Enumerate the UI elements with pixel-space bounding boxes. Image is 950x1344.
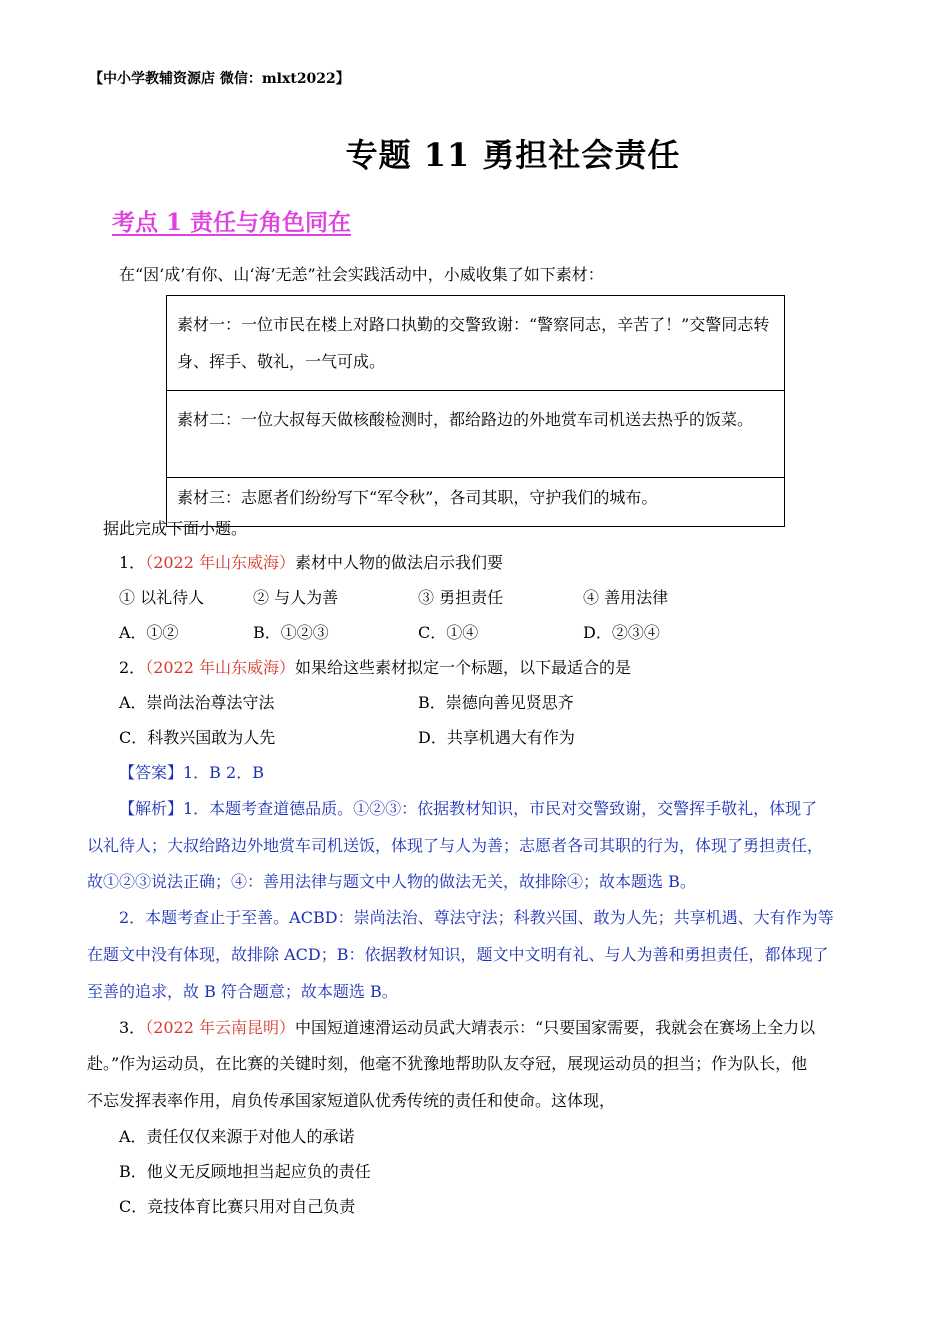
material-1: 素材一：一位市民在楼上对路口执勤的交警致谢：“警察同志，辛苦了！”交警同志转身、挥手、敬礼，一气可成。 — [167, 296, 785, 391]
q1-option-c: C．①④ — [418, 623, 479, 642]
question-source: （2022 年山东威海） — [145, 553, 295, 572]
question-3 — [119, 1018, 815, 1038]
q1-item-4: ④ 善用法律 — [583, 588, 669, 607]
analysis-line: 在题文中没有体现，故排除 ACD；B：依据教材知识，题文中文明有礼、与人为善和勇担责任，都体现了 — [87, 945, 829, 964]
question-2 — [119, 658, 631, 678]
material-3: 素材三：志愿者们纷纷写下“军令秋”，各司其职，守护我们的城布。 — [167, 478, 785, 527]
q2-option-d: D．共享机遇大有作为 — [418, 728, 575, 747]
analysis-line: 故①②③说法正确；④：善用法律与题文中人物的做法无关，故排除④；故本题选 B。 — [87, 872, 696, 891]
question-number: 1． — [119, 553, 146, 572]
question-stem: 素材中人物的做法启示我们要 — [295, 553, 504, 572]
q1-item-3: ③ 勇担责任 — [418, 588, 504, 607]
question-number: 2． — [119, 658, 146, 677]
question-stem: 中国短道速滑运动员武大靖表示：“只要国家需要，我就会在赛场上全力以 — [295, 1018, 816, 1037]
q1-item-1: ① 以礼待人 — [119, 588, 205, 607]
q2-option-a: A．崇尚法治尊法守法 — [119, 693, 275, 712]
q1-option-a: A．①② — [119, 623, 179, 642]
section-title: 考点 1 责任与角色同在 — [112, 209, 352, 236]
question-1 — [119, 553, 503, 573]
question-stem-line: 赴。”作为运动员，在比赛的关键时刻，他毫不犹豫地帮助队友夺冠，展现运动员的担当；作为队长，他 — [87, 1054, 808, 1073]
analysis-line: 以礼待人；大叔给路边外地赏车司机送饭，体现了与人为善；志愿者各司其职的行为，体现了勇担责任， — [87, 836, 824, 855]
question-source: （2022 年云南昆明） — [145, 1018, 295, 1037]
question-stem-line: 不忘发挥表率作用，肩负传承国家短道队优秀传统的责任和使命。这体现， — [87, 1091, 616, 1110]
answer-text: 【答案】1．B 2．B — [119, 763, 264, 782]
intro-text: 在“因‘成’有你、山‘海’无恙”社会实践活动中，小威收集了如下素材： — [119, 265, 604, 284]
q3-option-a: A．责任仅仅来源于对他人的承诺 — [119, 1127, 355, 1146]
q2-option-b: B．崇德向善见贤思齐 — [418, 693, 574, 712]
question-stem: 如果给这些素材拟定一个标题，以下最适合的是 — [295, 658, 632, 677]
q2-option-c: C．科教兴国敢为人先 — [119, 728, 276, 747]
analysis-line: 2．本题考查止于至善。ACBD：崇尚法治、尊法守法；科教兴国、敢为人先；共享机遇、大有作为等 — [119, 908, 834, 927]
instruction-text: 据此完成下面小题。 — [103, 519, 248, 538]
page-title: 专题 11 勇担社会责任 — [345, 136, 681, 174]
header-note: 【中小学教辅资源店 微信：mlxt2022】 — [89, 71, 350, 87]
materials-table — [166, 295, 785, 527]
q1-option-b: B．①②③ — [253, 623, 329, 642]
material-2: 素材二：一位大叔每天做核酸检测时，都给路边的外地赏车司机送去热乎的饭菜。 — [167, 391, 785, 478]
q3-option-b: B．他义无反顾地担当起应负的责任 — [119, 1162, 371, 1181]
question-source: （2022 年山东威海） — [145, 658, 295, 677]
q1-option-d: D．②③④ — [583, 623, 660, 642]
analysis-line: 【解析】1．本题考查道德品质。①②③：依据教材知识，市民对交警致谢，交警挥手敬礼，体现了 — [119, 799, 818, 818]
q3-option-c: C．竞技体育比赛只用对自己负责 — [119, 1197, 356, 1216]
q1-item-2: ② 与人为善 — [253, 588, 339, 607]
question-number: 3． — [119, 1018, 146, 1037]
analysis-line: 至善的追求，故 B 符合题意；故本题选 B。 — [87, 982, 398, 1001]
